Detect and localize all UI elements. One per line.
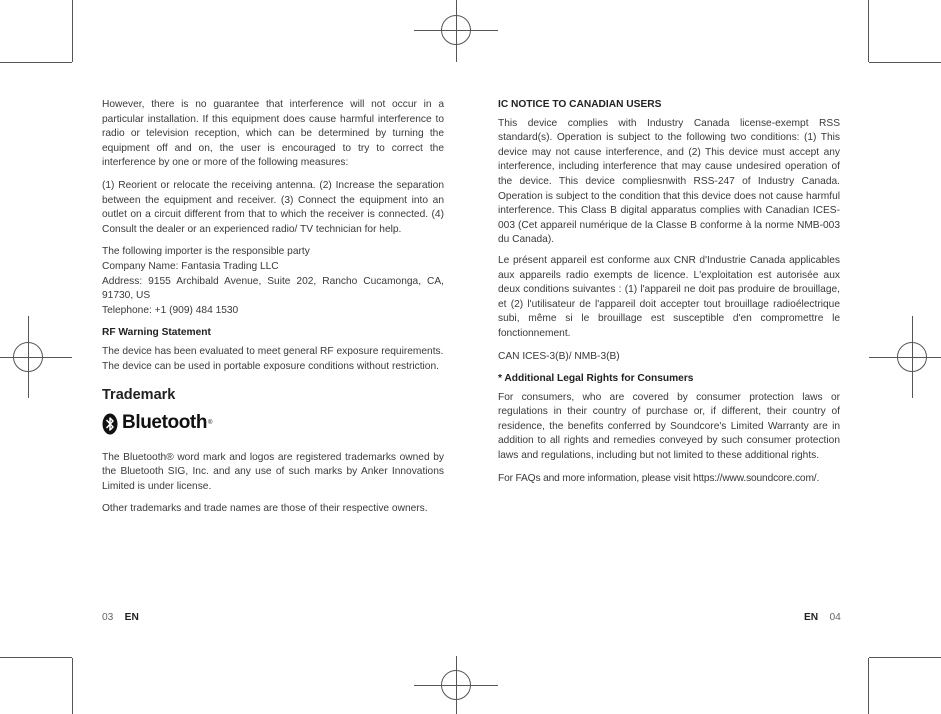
crop-mark-top-right-vertical (868, 0, 869, 62)
registered-mark: ® (208, 420, 213, 427)
crop-mark-bottom-right-horizontal (869, 657, 941, 658)
importer-block (102, 245, 444, 318)
left-page-footer (102, 612, 139, 623)
language-code: EN (124, 612, 139, 623)
rf-warning-paragraph: The device has been evaluated to meet general RF exposure requirements. The device can be used in portable exposure conditions without restriction. (102, 345, 444, 372)
measures-paragraph: (1) Reorient or relocate the receiving antenna. (2) Increase the separation between the equipment and receiver. (3) Connect the equipment into an outlet on a circuit different from that to which the receiver is connected. (4) Consult the dealer or an experienced radio/ TV technician for help. (102, 179, 444, 235)
page-number: 03 (102, 612, 114, 623)
ic-paragraph-english: This device complies with Industry Canada license-exempt RSS standard(s). Operation is subject to the following two conditions: (1) This device may not cause interference, and (2) This device must accept any interference, including interference that may cause undesired operation of the device. This device compliesnwith RSS-247 of Industry Canada. Operation is subject to the condition that this device does not cause harmful interference. This Class B digital apparatus complies with Canadian ICES-003 (Cet appareil numérique de la Classe B conforme à la norme NMB-003 du Canada). (498, 117, 840, 246)
bluetooth-wordmark: Bluetooth (122, 412, 208, 434)
ic-notice-heading: IC NOTICE TO CANADIAN USERS (498, 99, 662, 110)
bluetooth-logo (102, 413, 444, 435)
crop-mark-top-left-vertical (72, 0, 73, 62)
right-page-footer (804, 612, 841, 623)
bluetooth-icon (102, 413, 118, 435)
ic-paragraph-french: Le présent appareil est conforme aux CNR d'Industrie Canada applicables aux appareils radio exempts de licence. L'exploitation est autorisée aux deux conditions suivantes : (1) l'appareil ne doit pas produire de brouillage, et (2) l'utilisateur de l'appareil doit accepter tout brouillage radioélectrique subi, même si le brouillage est susceptible d'en compromettre le fonctionnement. (498, 254, 840, 339)
left-page-column (102, 98, 444, 525)
other-trademarks-paragraph: Other trademarks and trade names are those of their respective owners. (102, 503, 428, 515)
right-page-column (498, 98, 840, 494)
importer-line: The following importer is the responsible party (102, 246, 310, 258)
trademark-paragraph: The Bluetooth® word mark and logos are registered trademarks owned by the Bluetooth SIG, Inc. and any use of such marks by Anker Innovations Limited is under license. (102, 451, 444, 492)
crop-mark-top-left-horizontal (0, 62, 72, 63)
company-name: Company Name: Fantasia Trading LLC (102, 260, 279, 272)
faq-line: For FAQs and more information, please visit https://www.soundcore.com/. (498, 472, 820, 484)
crop-mark-top-right-horizontal (869, 62, 941, 63)
language-code: EN (804, 612, 819, 623)
legal-rights-heading: * Additional Legal Rights for Consumers (498, 373, 694, 385)
page-number: 04 (829, 612, 841, 623)
rf-warning-heading: RF Warning Statement (102, 327, 211, 339)
trademark-heading: Trademark (102, 387, 176, 404)
crop-mark-bottom-left-horizontal (0, 657, 72, 658)
interference-paragraph: However, there is no guarantee that interference will not occur in a particular installation. If this equipment does cause harmful interference to radio or television reception, which can be determined by turning the equipment off and on, the user is encouraged to try to correct the interference by one or more of the following measures: (102, 99, 444, 169)
crop-mark-bottom-right-vertical (868, 658, 869, 714)
telephone: Telephone: +1 (909) 484 1530 (102, 304, 239, 316)
legal-rights-paragraph: For consumers, who are covered by consumer protection laws or regulations in their country of purchase or, if different, their country of residence, the benefits conferred by Soundcore's Limited Warranty are in addition to all rights and remedies conveyed by such consumer protection laws and regulations, including but not limited to these additional rights. (498, 391, 840, 462)
address: Address: 9155 Archibald Avenue, Suite 202, Rancho Cucamonga, CA, 91730, US (102, 275, 444, 302)
can-ices-line: CAN ICES-3(B)/ NMB-3(B) (498, 350, 620, 362)
crop-mark-bottom-left-vertical (72, 658, 73, 714)
